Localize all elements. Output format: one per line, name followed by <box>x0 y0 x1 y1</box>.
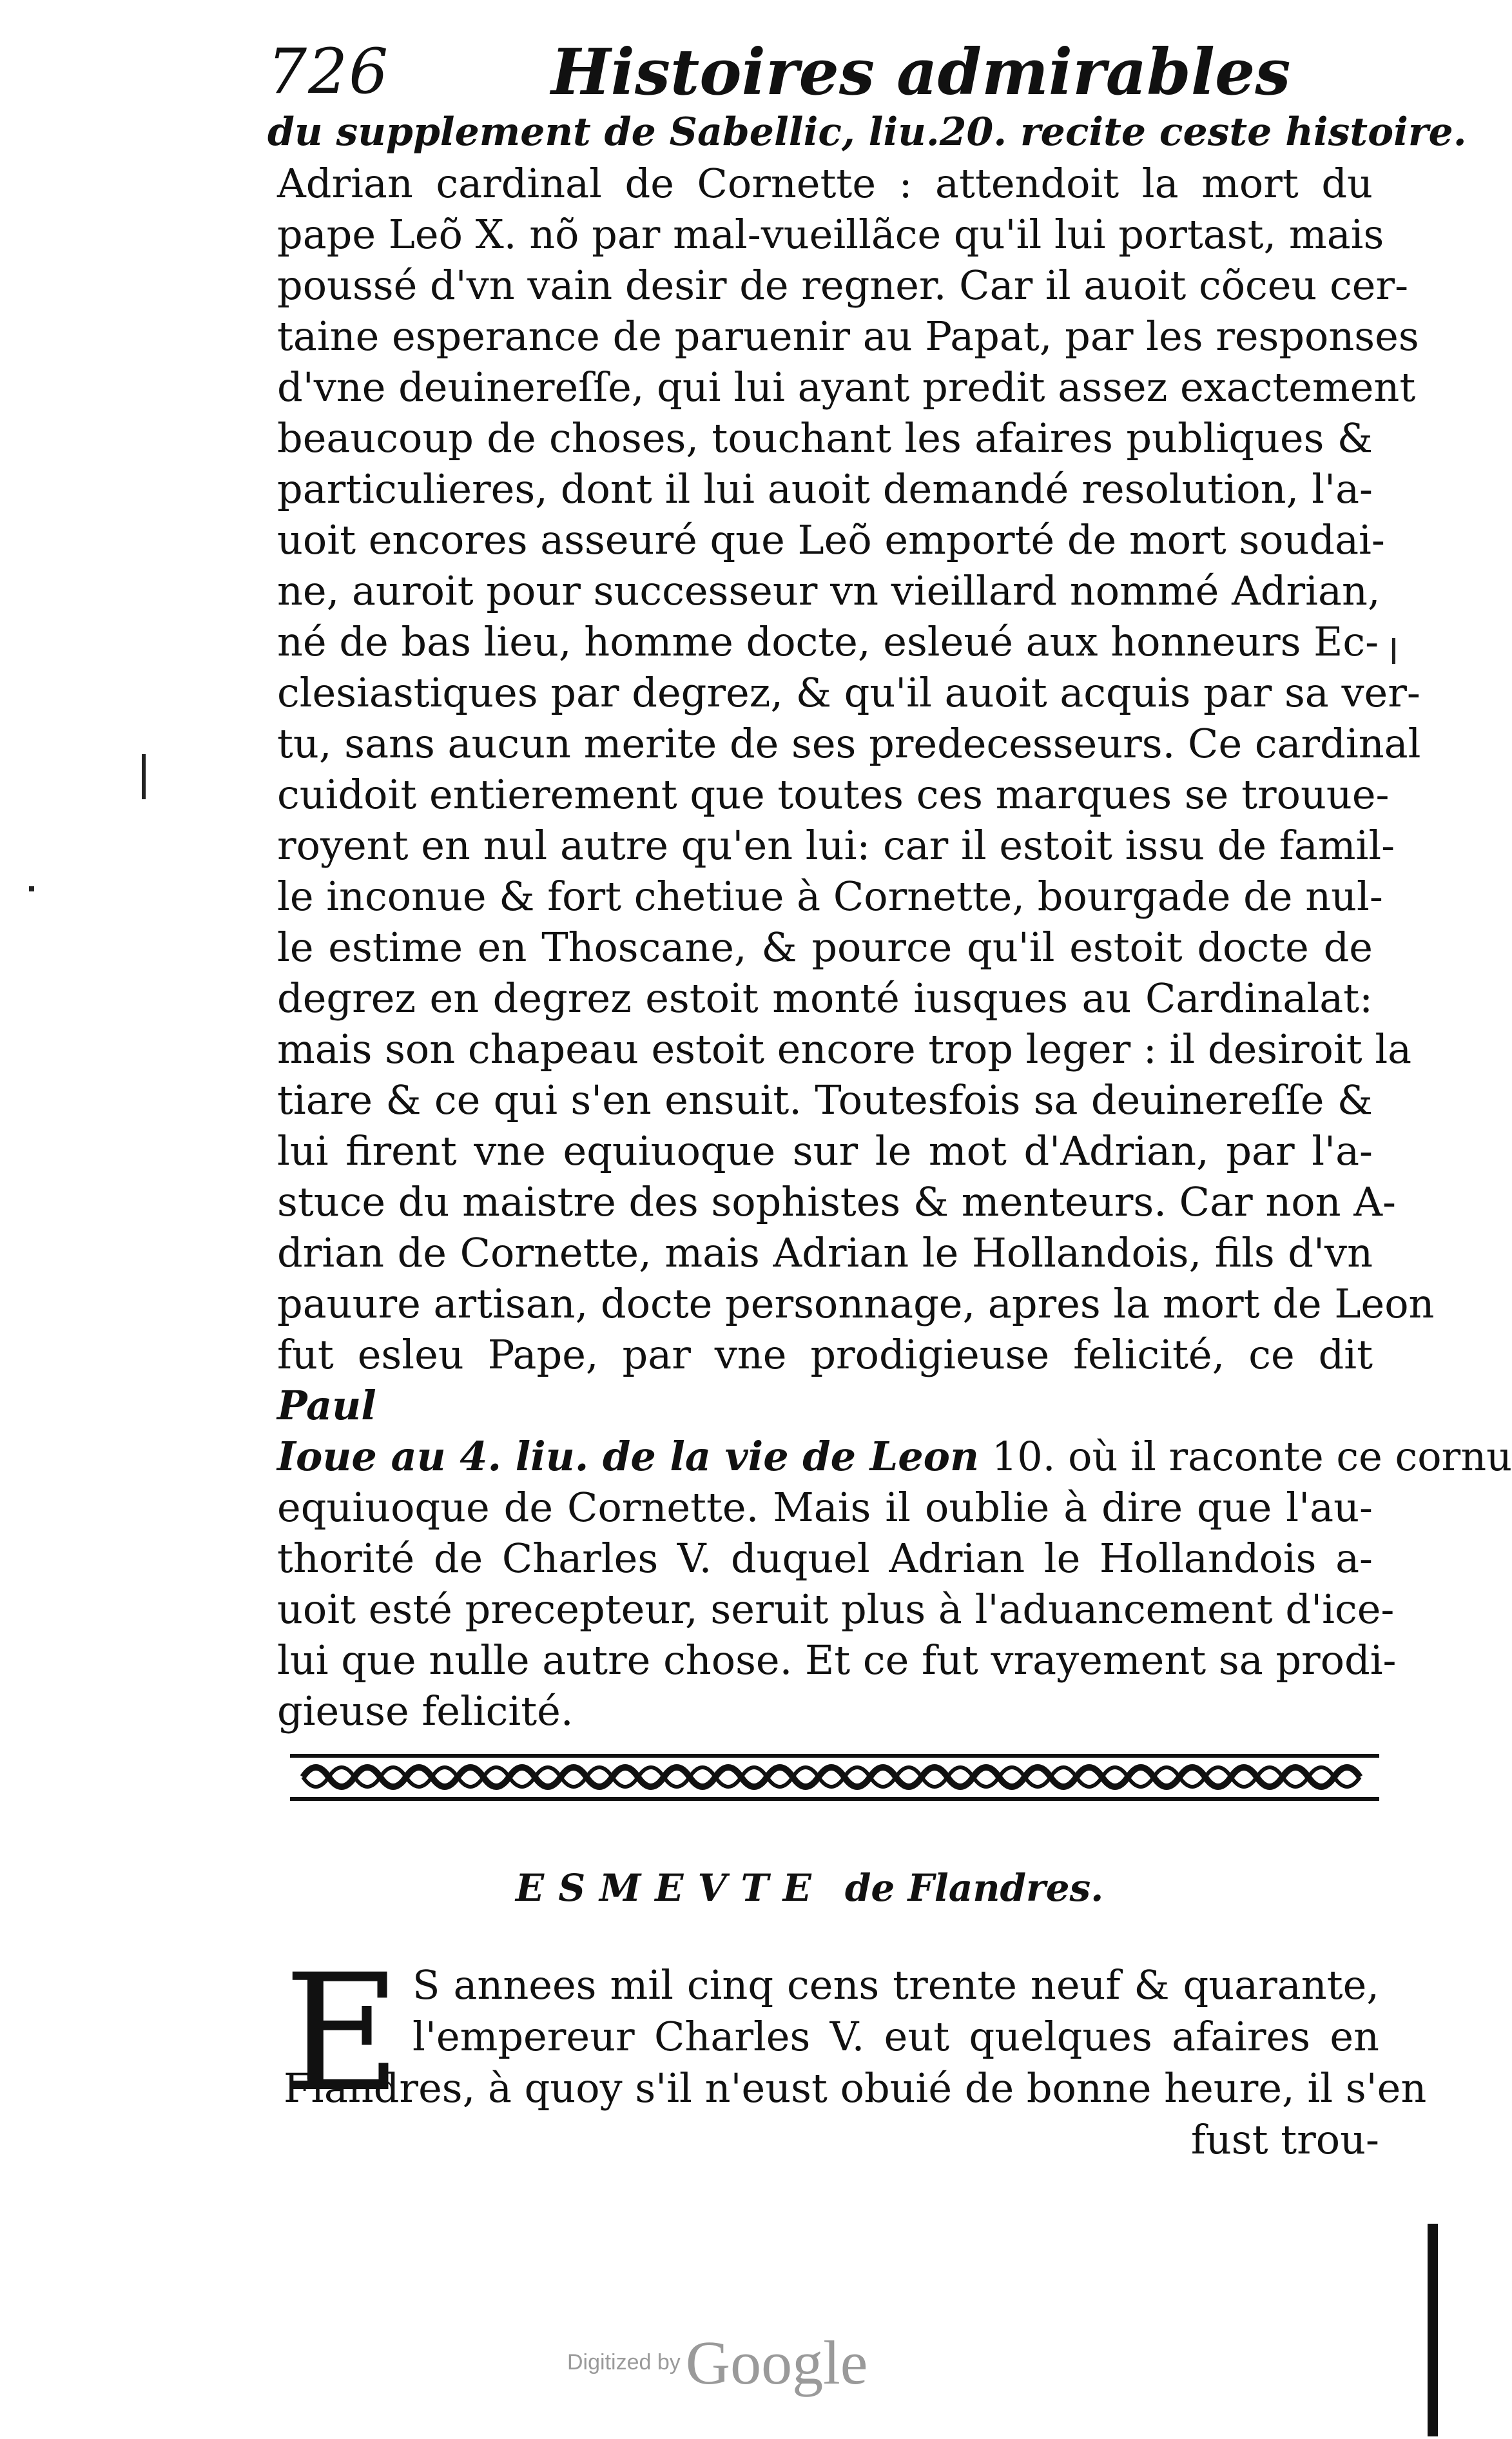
text-line: pape Leõ X. nõ par mal-vueillãce qu'il lui portast, mais <box>277 211 1384 258</box>
text-line: l'empereur Charles V. eut quelques afaires en <box>412 2013 1379 2060</box>
section-title <box>516 1866 1103 1910</box>
text-line: fut esleu Pape, par vne prodigieuse felicité, ce dit <box>277 1331 1373 1378</box>
text-line: né de bas lieu, homme docte, esleué aux honneurs Ec- <box>277 618 1379 665</box>
text-line: ne, auroit pour successeur vn vieillard nommé Adrian, <box>277 567 1381 614</box>
watermark-brand: Google <box>685 2328 868 2397</box>
text-line: mais son chapeau estoit encore trop leger : il desiroit la <box>277 1025 1412 1073</box>
text-line: thorité de Charles V. duquel Adrian le Hollandois a- <box>277 1535 1373 1582</box>
text-line: tu, sans aucun merite de ses predecesseurs. Ce cardinal <box>277 720 1421 767</box>
text-line: Flandres, à quoy s'il n'eust obuié de bonne heure, il s'en <box>284 2065 1427 2112</box>
watermark-prefix: Digitized by <box>567 2350 681 2375</box>
citation-rest: 10. où il raconte ce cornu <box>991 1433 1512 1480</box>
running-title: Histoires admirables <box>551 35 1291 110</box>
text-line: lui que nulle autre chose. Et ce fut vrayement sa prodi- <box>277 1637 1397 1684</box>
margin-mark <box>1392 638 1395 664</box>
source-note: du supplement de Sabellic, liu.20. recite ceste histoire. <box>267 110 1467 155</box>
text-line: clesiastiques par degrez, & qu'il auoit acquis par sa ver- <box>277 669 1420 716</box>
citation-author-work: Ioue au 4. liu. de la vie de Leon <box>277 1433 980 1480</box>
margin-mark <box>29 886 34 891</box>
text-line: Adrian cardinal de Cornette : attendoit la mort du <box>277 160 1373 207</box>
citation-line-2 <box>277 1431 1512 1482</box>
ornamental-divider <box>290 1750 1379 1805</box>
text-line: le inconue & fort chetiue à Cornette, bourgade de nul- <box>277 873 1383 920</box>
text-line: beaucoup de choses, touchant les afaires publiques & <box>277 414 1373 462</box>
drop-cap: E <box>284 1939 402 2127</box>
page-header <box>267 35 1363 113</box>
text-line: particulieres, dont il lui auoit demandé resolution, l'a- <box>277 465 1373 512</box>
text-line: d'vne deuinereſſe, qui lui ayant predit assez exactement <box>277 364 1416 411</box>
text-line: poussé d'vn vain desir de regner. Car il auoit cõceu cer- <box>277 262 1409 309</box>
text-line: degrez en degrez estoit monté iusques au Cardinalat: <box>277 975 1373 1022</box>
text-line: pauure artisan, docte personnage, apres la mort de Leon <box>277 1280 1435 1327</box>
margin-mark <box>142 754 146 799</box>
citation-line <box>277 1380 1373 1431</box>
text-line: drian de Cornette, mais Adrian le Hollandois, fils d'vn <box>277 1229 1373 1276</box>
text-line: stuce du maistre des sophistes & menteurs. Car non A- <box>277 1178 1396 1225</box>
page-number: 726 <box>267 35 390 108</box>
text-line: uoit encores asseuré que Leõ emporté de mort soudai- <box>277 516 1385 563</box>
scan-edge <box>1428 2224 1438 2436</box>
text-line: taine esperance de paruenir au Papat, par les responses <box>277 313 1419 360</box>
text-line: royent en nul autre qu'en lui: car il estoit issu de famil- <box>277 822 1395 869</box>
text-line: equiuoque de Cornette. Mais il oublie à dire que l'au- <box>277 1484 1373 1531</box>
main-paragraph <box>277 158 1512 1736</box>
citation-author-first: Paul <box>277 1382 376 1429</box>
catchword: fust trou- <box>1190 2116 1379 2163</box>
section-title-rest: de Flandres. <box>844 1866 1104 1910</box>
text-line: tiare & ce qui s'en ensuit. Toutesfois sa deuinereſſe & <box>277 1076 1373 1123</box>
text-line: le estime en Thoscane, & pource qu'il estoit docte de <box>277 924 1373 971</box>
text-line: S annees mil cinq cens trente neuf & quarante, <box>412 1961 1379 2008</box>
watermark <box>567 2327 867 2398</box>
text-line: gieuse felicité. <box>277 1687 574 1735</box>
section-paragraph <box>284 1939 1427 2166</box>
text-line: uoit esté precepteur, seruit plus à l'aduancement d'ice- <box>277 1586 1395 1633</box>
text-line: lui firent vne equiuoque sur le mot d'Adrian, par l'a- <box>277 1127 1373 1174</box>
text-line: cuidoit entierement que toutes ces marques se trouue- <box>277 771 1390 818</box>
section-title-caps: ESMEVTE <box>516 1866 826 1910</box>
